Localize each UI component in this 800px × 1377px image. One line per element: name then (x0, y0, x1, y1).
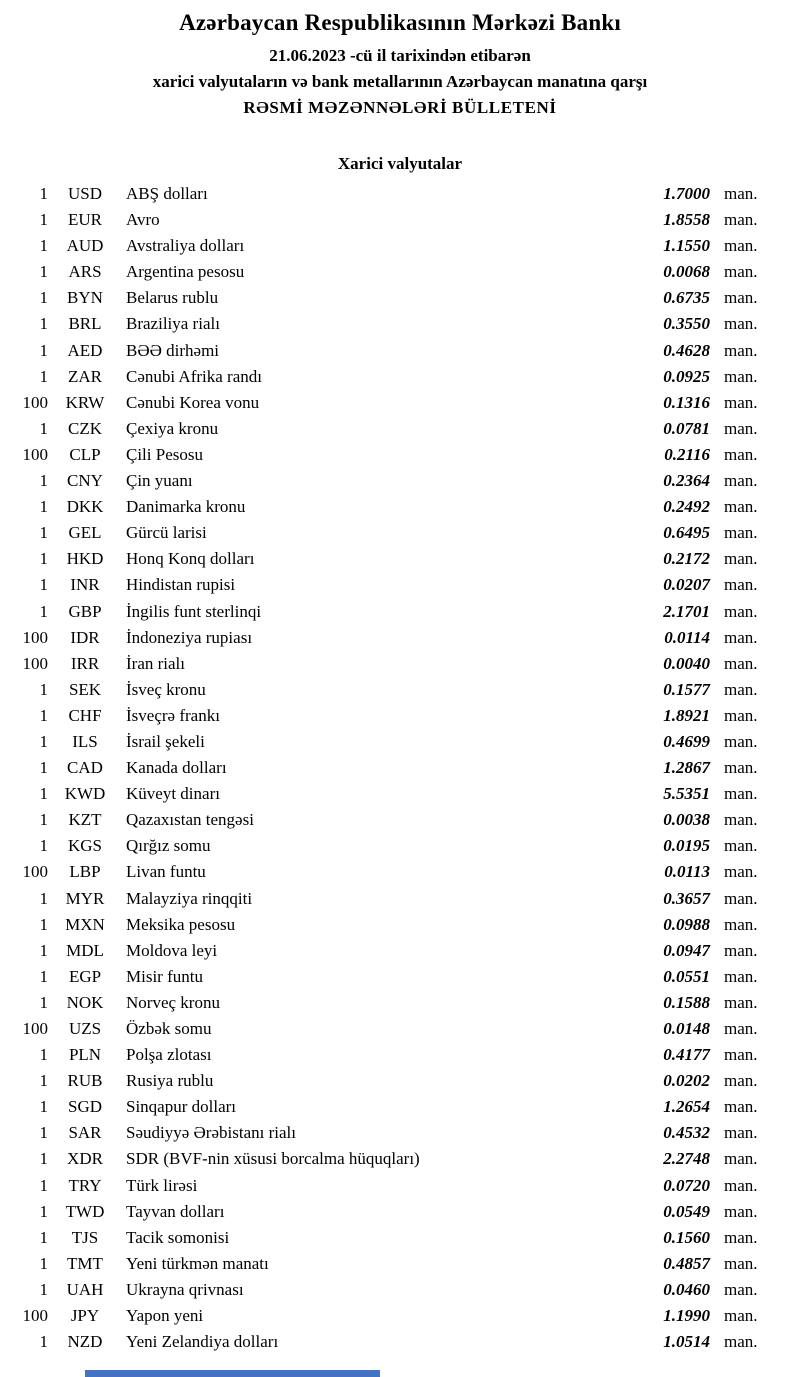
unit-label: man. (724, 340, 758, 360)
rate-value: 0.0202 (663, 1071, 710, 1091)
unit-label: man. (724, 549, 758, 569)
currency-name: Honq Konq dolları (126, 549, 255, 569)
bulletin-header (0, 0, 800, 118)
nominal: 1 (39, 1332, 48, 1352)
currency-code: GBP (68, 601, 102, 621)
currency-code: IDR (70, 627, 100, 647)
bulletin-subtitle: xarici valyutaların və bank metallarının Azərbaycan manatına qarşı (152, 72, 648, 91)
table-row (10, 520, 770, 546)
nominal: 1 (39, 418, 48, 438)
currency-name: Danimarka kronu (126, 497, 246, 517)
currency-name: Rusiya rublu (126, 1071, 214, 1091)
nominal: 1 (39, 210, 48, 230)
unit-label: man. (724, 705, 758, 725)
currency-name: Yeni Zelandiya dolları (126, 1332, 279, 1352)
rate-value: 0.1560 (663, 1227, 710, 1247)
nominal: 1 (39, 1071, 48, 1091)
unit-label: man. (724, 575, 758, 595)
unit-label: man. (724, 653, 758, 673)
currency-code: ILS (72, 731, 98, 751)
currency-code: CAD (67, 758, 103, 778)
unit-label: man. (724, 1175, 758, 1195)
section-title-foreign-currencies: Xarici valyutalar (337, 154, 463, 173)
currency-name: Moldova leyi (126, 940, 218, 960)
currency-code: MYR (65, 888, 105, 908)
unit-label: man. (724, 1306, 758, 1326)
currency-code: EGP (68, 966, 102, 986)
nominal: 1 (39, 914, 48, 934)
rate-value: 0.2116 (664, 444, 710, 464)
unit-label: man. (724, 392, 758, 412)
unit-label: man. (724, 784, 758, 804)
table-row (10, 703, 770, 729)
unit-label: man. (724, 236, 758, 256)
unit-label: man. (724, 966, 758, 986)
currency-code: EUR (68, 210, 102, 230)
nominal: 1 (39, 601, 48, 621)
currency-name: Yapon yeni (126, 1306, 204, 1326)
currency-name: ABŞ dolları (126, 184, 208, 203)
table-row (10, 1329, 770, 1355)
currency-name: Gürcü larisi (126, 523, 207, 543)
currency-code: CZK (68, 418, 102, 438)
currency-name: Cənubi Afrika randı (126, 366, 262, 386)
nominal: 1 (39, 758, 48, 778)
effective-date: 21.06.2023 -cü il tarixindən etibarən (269, 46, 531, 65)
unit-label: man. (724, 679, 758, 699)
currency-code: SEK (68, 679, 102, 699)
currency-name: Qazaxıstan tengəsi (126, 810, 254, 830)
currency-name: Çili Pesosu (126, 444, 203, 464)
currency-name: Polşa zlotası (126, 1045, 212, 1065)
unit-label: man. (724, 601, 758, 621)
nominal: 1 (39, 1253, 48, 1273)
table-row (10, 338, 770, 364)
table-row (10, 311, 770, 337)
nominal: 1 (39, 1227, 48, 1247)
nominal: 1 (39, 731, 48, 751)
rate-value: 2.2748 (663, 1149, 710, 1169)
currency-name: Misir funtu (126, 966, 203, 986)
unit-label: man. (724, 888, 758, 908)
unit-label: man. (724, 1045, 758, 1065)
rate-value: 1.0514 (663, 1332, 710, 1352)
bulletin-title: RƏSMİ MƏZƏNNƏLƏRİ BÜLLETENİ (243, 98, 557, 117)
table-row (10, 677, 770, 703)
currency-code: TRY (68, 1175, 102, 1195)
table-row (10, 364, 770, 390)
table-row (10, 833, 770, 859)
nominal: 1 (39, 679, 48, 699)
table-row (10, 912, 770, 938)
unit-label: man. (724, 262, 758, 282)
currency-name: Malayziya rinqqiti (126, 888, 253, 908)
table-row (10, 572, 770, 598)
table-row (10, 1146, 770, 1172)
nominal: 1 (39, 366, 48, 386)
rate-value: 0.0720 (663, 1175, 710, 1195)
unit-label: man. (724, 758, 758, 778)
currency-code: DKK (66, 497, 104, 517)
table-row (10, 1199, 770, 1225)
rate-value: 0.0781 (663, 418, 710, 438)
rate-value: 0.4177 (663, 1045, 710, 1065)
currency-code: PLN (68, 1045, 102, 1065)
rate-value: 0.0038 (663, 810, 710, 830)
currency-name: Norveç kronu (126, 992, 220, 1012)
unit-label: man. (724, 862, 758, 882)
nominal: 1 (39, 705, 48, 725)
currency-name: BƏƏ dirhəmi (126, 340, 220, 360)
currency-code: KGS (67, 836, 102, 856)
currency-name: İndoneziya rupiası (126, 627, 253, 647)
rate-value: 0.0925 (663, 366, 710, 386)
currency-name: Hindistan rupisi (126, 575, 236, 595)
currency-code: AUD (66, 236, 104, 256)
rate-value: 0.0040 (663, 653, 710, 673)
unit-label: man. (724, 288, 758, 308)
currency-code: TJS (71, 1227, 99, 1247)
currency-code: RUB (67, 1071, 103, 1091)
table-row (10, 886, 770, 912)
currency-name: Səudiyyə Ərəbistanı rialı (126, 1123, 296, 1143)
currency-name: Tayvan dolları (126, 1201, 225, 1221)
unit-label: man. (724, 914, 758, 934)
rate-value: 1.2654 (663, 1097, 710, 1117)
table-row (10, 442, 770, 468)
currency-name: İran rialı (126, 653, 185, 673)
currency-code: INR (70, 575, 100, 595)
nominal: 100 (22, 392, 48, 412)
unit-label: man. (724, 444, 758, 464)
rate-value: 0.4699 (663, 731, 710, 751)
unit-label: man. (724, 1071, 758, 1091)
rate-value: 1.7000 (663, 184, 710, 203)
table-row (10, 1251, 770, 1277)
rate-value: 0.2492 (663, 497, 710, 517)
table-row (10, 1094, 770, 1120)
currency-name: İsrail şekeli (126, 731, 205, 751)
nominal: 1 (39, 940, 48, 960)
currency-code: JPY (70, 1306, 100, 1326)
rate-value: 0.3657 (663, 888, 710, 908)
nominal: 100 (22, 1306, 48, 1326)
table-row (10, 181, 770, 207)
currency-code: UZS (68, 1019, 102, 1038)
currency-code: MDL (66, 940, 104, 960)
currency-code: SGD (67, 1097, 102, 1117)
rate-value: 0.4628 (663, 340, 710, 360)
table-row (10, 625, 770, 651)
currency-code: XDR (67, 1149, 103, 1169)
nominal: 100 (22, 1019, 48, 1038)
table-row (10, 1042, 770, 1068)
currency-code: GEL (68, 523, 102, 543)
nominal: 1 (39, 523, 48, 543)
unit-label: man. (724, 1201, 758, 1221)
nominal: 1 (39, 1201, 48, 1221)
unit-label: man. (724, 184, 758, 203)
currency-name: Sinqapur dolları (126, 1097, 237, 1117)
currency-name: Cənubi Korea vonu (126, 392, 260, 412)
table-row (10, 1120, 770, 1146)
table-row (10, 390, 770, 416)
currency-code: SAR (68, 1123, 102, 1143)
nominal: 1 (39, 1123, 48, 1143)
unit-label: man. (724, 627, 758, 647)
rate-value: 0.4532 (663, 1123, 710, 1143)
table-row (10, 546, 770, 572)
currency-code: KZT (68, 810, 102, 830)
unit-label: man. (724, 731, 758, 751)
currency-name: İsveç kronu (126, 679, 206, 699)
table-row (10, 990, 770, 1016)
table-row (10, 1277, 770, 1303)
table-row (10, 938, 770, 964)
table-row (10, 1016, 770, 1042)
nominal: 1 (39, 549, 48, 569)
nominal: 1 (39, 810, 48, 830)
currency-name: Argentina pesosu (126, 262, 245, 282)
currency-name: Braziliya rialı (126, 314, 220, 334)
rate-value: 0.0460 (663, 1279, 710, 1299)
currency-name: Çin yuanı (126, 471, 193, 491)
table-row (10, 1225, 770, 1251)
rate-value: 0.0113 (664, 862, 710, 882)
currency-code: TWD (65, 1201, 105, 1221)
table-row (10, 755, 770, 781)
rate-value: 1.8921 (663, 705, 710, 725)
rate-value: 0.0148 (663, 1019, 710, 1038)
nominal: 1 (39, 992, 48, 1012)
table-row (10, 1303, 770, 1329)
currency-code: LBP (69, 862, 101, 882)
nominal: 1 (39, 784, 48, 804)
rate-value: 0.0195 (663, 836, 710, 856)
currency-code: HKD (66, 549, 104, 569)
nominal: 1 (39, 1097, 48, 1117)
rate-value: 0.6735 (663, 288, 710, 308)
currency-code: NZD (67, 1332, 103, 1352)
nominal: 100 (22, 444, 48, 464)
rate-value: 0.2172 (663, 549, 710, 569)
unit-label: man. (724, 1019, 758, 1038)
nominal: 100 (22, 653, 48, 673)
nominal: 1 (39, 184, 48, 203)
currency-name: Qırğız somu (126, 836, 211, 856)
currency-name: SDR (BVF-nin xüsusi borcalma hüquqları) (126, 1149, 420, 1169)
currency-name: Meksika pesosu (126, 914, 236, 934)
table-row (10, 1068, 770, 1094)
currency-name: Tacik somonisi (126, 1227, 230, 1247)
currency-name: Ukrayna qrivnası (126, 1279, 244, 1299)
currency-name: Avro (126, 210, 160, 230)
currency-name: Yeni türkmən manatı (126, 1253, 269, 1273)
table-row (10, 859, 770, 885)
nominal: 1 (39, 1045, 48, 1065)
rate-value: 0.0114 (664, 627, 710, 647)
unit-label: man. (724, 523, 758, 543)
table-row (10, 494, 770, 520)
currency-code: CNY (67, 471, 103, 491)
unit-label: man. (724, 366, 758, 386)
unit-label: man. (724, 497, 758, 517)
table-row (10, 781, 770, 807)
table-row (10, 259, 770, 285)
table-row (10, 416, 770, 442)
table-row (10, 651, 770, 677)
nominal: 1 (39, 288, 48, 308)
rate-value: 0.4857 (663, 1253, 710, 1273)
rate-value: 1.1990 (663, 1306, 710, 1326)
nominal: 100 (22, 862, 48, 882)
unit-label: man. (724, 836, 758, 856)
currency-code: CLP (69, 444, 101, 464)
rate-value: 0.0947 (663, 940, 710, 960)
rate-value: 0.2364 (663, 471, 710, 491)
table-row (10, 807, 770, 833)
currency-code: TMT (67, 1253, 103, 1273)
table-row (10, 1173, 770, 1199)
nominal: 1 (39, 314, 48, 334)
nominal: 1 (39, 236, 48, 256)
currency-name: Özbək somu (126, 1019, 212, 1038)
currency-code: BYN (67, 288, 103, 308)
rate-value: 0.0988 (663, 914, 710, 934)
currency-name: Belarus rublu (126, 288, 219, 308)
currency-code: MXN (65, 914, 105, 934)
currency-name: Türk lirəsi (126, 1175, 198, 1195)
currency-name: İngilis funt sterlinqi (126, 601, 262, 621)
currency-code: NOK (66, 992, 104, 1012)
unit-label: man. (724, 1123, 758, 1143)
currency-code: IRR (70, 653, 100, 673)
footer-divider-bar (85, 1370, 380, 1377)
table-row (10, 285, 770, 311)
nominal: 1 (39, 966, 48, 986)
rate-value: 0.0549 (663, 1201, 710, 1221)
currency-name: Çexiya kronu (126, 418, 219, 438)
nominal: 1 (39, 888, 48, 908)
currency-name: Livan funtu (126, 862, 206, 882)
unit-label: man. (724, 210, 758, 230)
unit-label: man. (724, 471, 758, 491)
currency-code: AED (67, 340, 103, 360)
nominal: 1 (39, 1175, 48, 1195)
rate-value: 2.1701 (663, 601, 710, 621)
nominal: 1 (39, 262, 48, 282)
unit-label: man. (724, 1332, 758, 1352)
rate-value: 0.3550 (663, 314, 710, 334)
unit-label: man. (724, 314, 758, 334)
rates-table (0, 181, 800, 1355)
table-row (10, 233, 770, 259)
nominal: 1 (39, 471, 48, 491)
unit-label: man. (724, 1279, 758, 1299)
rate-value: 1.1550 (663, 236, 710, 256)
nominal: 1 (39, 1279, 48, 1299)
unit-label: man. (724, 418, 758, 438)
nominal: 1 (39, 575, 48, 595)
table-row (10, 468, 770, 494)
rate-value: 1.8558 (663, 210, 710, 230)
unit-label: man. (724, 1227, 758, 1247)
rate-value: 1.2867 (663, 758, 710, 778)
page-title: Azərbaycan Respublikasının Mərkəzi Bankı (179, 10, 621, 35)
rate-value: 0.0207 (663, 575, 710, 595)
nominal: 1 (39, 1149, 48, 1169)
currency-code: USD (67, 184, 102, 203)
unit-label: man. (724, 1097, 758, 1117)
nominal: 1 (39, 836, 48, 856)
currency-name: Küveyt dinarı (126, 784, 220, 804)
rate-value: 5.5351 (663, 784, 710, 804)
currency-code: KRW (65, 392, 105, 412)
unit-label: man. (724, 810, 758, 830)
rate-value: 0.0551 (663, 966, 710, 986)
currency-name: Kanada dolları (126, 758, 227, 778)
rate-value: 0.1577 (663, 679, 710, 699)
currency-code: KWD (64, 784, 106, 804)
currency-name: İsveçrə frankı (126, 705, 220, 725)
nominal: 1 (39, 340, 48, 360)
unit-label: man. (724, 940, 758, 960)
rate-value: 0.0068 (663, 262, 710, 282)
currency-code: UAH (66, 1279, 104, 1299)
currency-code: CHF (68, 705, 102, 725)
nominal: 100 (22, 627, 48, 647)
unit-label: man. (724, 992, 758, 1012)
rate-value: 0.1316 (663, 392, 710, 412)
table-row (10, 599, 770, 625)
currency-code: BRL (68, 314, 102, 334)
unit-label: man. (724, 1149, 758, 1169)
table-row (10, 207, 770, 233)
rate-value: 0.1588 (663, 992, 710, 1012)
nominal: 1 (39, 497, 48, 517)
table-row (10, 964, 770, 990)
unit-label: man. (724, 1253, 758, 1273)
rate-value: 0.6495 (663, 523, 710, 543)
currency-code: ZAR (68, 366, 102, 386)
currency-code: ARS (68, 262, 102, 282)
currency-name: Avstraliya dolları (126, 236, 245, 256)
table-row (10, 729, 770, 755)
